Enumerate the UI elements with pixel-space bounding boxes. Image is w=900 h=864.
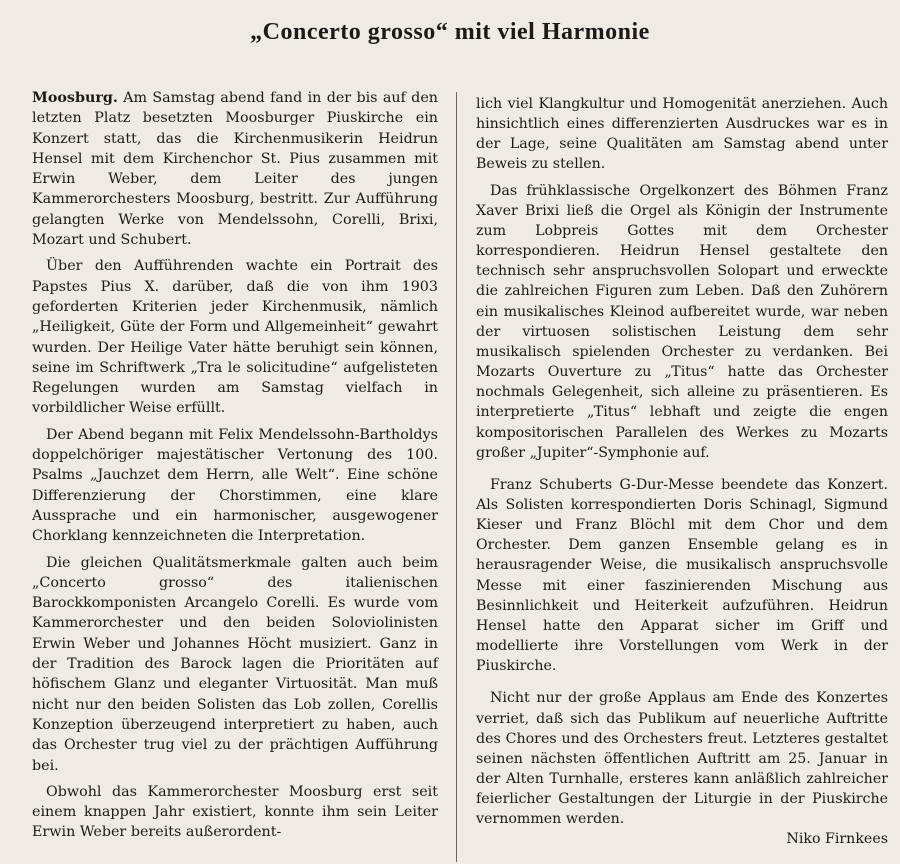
paragraph-2: Über den Aufführenden wachte ein Portrait des Papstes Pius X. darüber, daß die von ihm 1903 geforderten Kriterien jeder Kirchenmusik, nämlich „Heiligkeit, Güte der Form und Allgemeinheit“ gewahrt wurden. Der Heilige Vater hätte beruhigt sein können, seine im Schriftwerk „Tra le solicitudine“ aufgelisteten Regelungen wurden am Samstag vielfach in vorbildlicher Weise erfüllt. xyxy=(32,258,438,417)
paragraph-9-text: Nicht nur der große Applaus am Ende des Konzertes verriet, daß sich das Publikum auf neuerliche Auftritte des Chores und des Orchesters freut. Letzteres gestaltet seinen nächsten öffentlichen Auftritt am 25. Januar in der Alten Turnhalle, ersteres kann anläßlich zahlreicher feierlicher Gestaltungen der Liturgie in der Piuskirche vernommen werden. xyxy=(476,690,888,828)
author-byline: Niko Firnkees xyxy=(786,831,888,848)
paragraph-5: Obwohl das Kammerorchester Moosburg erst seit einem knappen Jahr existiert, konnte ihm sein Leiter Erwin Weber bereits außerordent- xyxy=(32,783,438,841)
left-column xyxy=(32,88,438,849)
paragraph-7: Das frühklassische Orgelkonzert des Böhmen Franz Xaver Brixi ließ die Orgel als Königin der Instrumente zum Lobpreis Gottes mit dem Orchester korrespondieren. Heidrun Hensel gestaltete den technisch sehr anspruchsvollen Solopart und erweckte die zahlreichen Figuren zum Leben. Daß den Zuhörern ein musikalisches Kleinod aufbereitet wurde, war neben der virtuosen solistischen Leistung dem sehr musikalisch spielenden Orchester zu verdanken. Bei Mozarts Ouverture zu „Titus“ hatte das Orchester nochmals Gelegenheit, sich alleine zu präsentieren. Es interpretierte „Titus“ lebhaft und zeigte die engen kompositorischen Parallelen des Werkes zu Mozarts großer „Jupiter“-Symphonie auf. xyxy=(476,182,888,461)
column-divider xyxy=(456,92,457,862)
dateline: Moosburg. xyxy=(32,90,118,106)
paragraph-9 xyxy=(476,688,888,849)
paragraph-1-text: Am Samstag abend fand in der bis auf den letzten Platz besetzten Moosburger Piuskirche ein Konzert statt, das die Kirchenmusikerin Heidrun Hensel mit dem Kirchenchor St. Pius zusammen mit Erwin Weber, dem Leiter des jungen Kammerorchesters Moosburg, bestritt. Zur Aufführung gelangten Werke von Mendelssohn, Corelli, Brixi, Mozart und Schubert. xyxy=(32,90,438,249)
article-subheadline xyxy=(0,60,900,86)
paragraph-4: Die gleichen Qualitätsmerkmale galten auch beim „Concerto grosso“ des italienischen Barockkomponisten Arcangelo Corelli. Es wurde vom Kammerorchester und den beiden Soloviolinisten Erwin Weber und Johannes Höcht musiziert. Ganz in der Tradition des Barock lagen die Prioritäten auf höfischem Glanz und eleganter Virtuosität. Man muß nicht nur den beiden Solisten das Lob zollen, Corellis Konzeption überzeugend interpretiert zu haben, auch das Orchester trug viel zu der prächtigen Aufführung bei. xyxy=(32,554,438,774)
paragraph-3: Der Abend begann mit Felix Mendelssohn-Bartholdys doppelchöriger majestätischer Vertonung des 100. Psalms „Jauchzet dem Herrn, alle Welt“. Eine schöne Differenzierung der Chorstimmen, eine klare Aussprache und ein harmonischer, ausgewogener Chorklang kennzeichneten die Interpretation. xyxy=(32,426,438,545)
paragraph-6: lich viel Klangkultur und Homogenität anerziehen. Auch hinsichtlich eines differenzierten Ausdruckes war es in der Lage, seine Qualitäten am Samstag abend unter Beweis zu stellen. xyxy=(476,96,888,173)
paragraph-8: Franz Schuberts G-Dur-Messe beendete das Konzert. Als Solisten korrespondierten Doris Schinagl, Sigmund Kieser und Franz Blöchl mit dem Chor und dem Orchester. Dem ganzen Ensemble gelang es in herausragender Weise, die musikalisch anspruchsvolle Messe mit einer faszinierenden Mischung aus Besinnlichkeit und Heiterkeit aufzuführen. Heidrun Hensel hatte den Apparat sicher im Griff und modellierte ihre Vorstellungen vom Werk in der Piuskirche. xyxy=(476,476,888,675)
right-column xyxy=(476,94,888,856)
paragraph-1 xyxy=(32,88,438,250)
article-headline: „Concerto grosso“ mit viel Harmonie xyxy=(250,19,650,45)
